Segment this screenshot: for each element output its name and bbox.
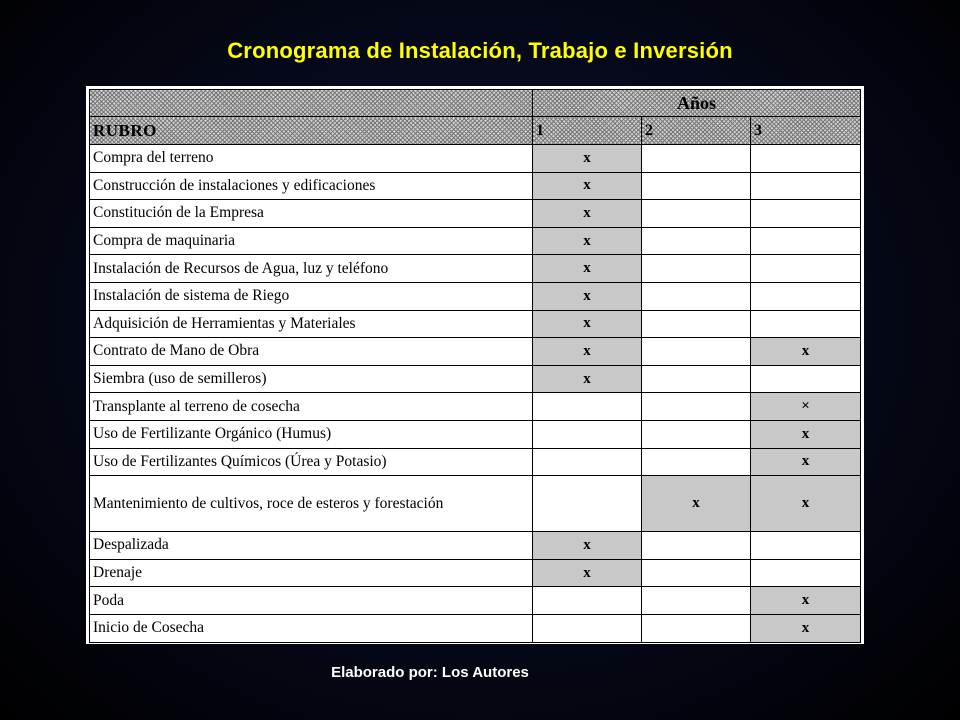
schedule-table (89, 89, 861, 643)
year-3-cell (751, 282, 861, 310)
year-3-cell: x (751, 476, 861, 532)
rubro-cell: Uso de Fertilizantes Químicos (Úrea y Potasio) (90, 448, 533, 476)
table-row (90, 255, 861, 283)
year-3-cell: x (751, 338, 861, 366)
year-2-cell (642, 393, 751, 421)
year-1-cell: x (533, 365, 642, 393)
rubro-cell: Instalación de Recursos de Agua, luz y teléfono (90, 255, 533, 283)
table-row (90, 587, 861, 615)
year-3-cell: x (751, 614, 861, 642)
year-3-cell (751, 532, 861, 560)
year-2-cell (642, 420, 751, 448)
schedule-table-body (90, 90, 861, 643)
rubro-cell: Constitución de la Empresa (90, 200, 533, 228)
rubro-cell: Drenaje (90, 559, 533, 587)
header-row (90, 117, 861, 145)
table-row (90, 393, 861, 421)
table-row (90, 145, 861, 173)
year-1-cell: x (533, 338, 642, 366)
year-1-cell: x (533, 282, 642, 310)
table-row (90, 310, 861, 338)
year-1-cell: x (533, 200, 642, 228)
year-3-cell: × (751, 393, 861, 421)
year-3-cell: x (751, 420, 861, 448)
rubro-cell: Construcción de instalaciones y edificaciones (90, 172, 533, 200)
table-row (90, 532, 861, 560)
table-row (90, 420, 861, 448)
rubro-cell: Compra del terreno (90, 145, 533, 173)
table-row (90, 614, 861, 642)
rubro-cell: Instalación de sistema de Riego (90, 282, 533, 310)
year-2-cell (642, 145, 751, 173)
rubro-cell: Mantenimiento de cultivos, roce de esteros y forestación (90, 476, 533, 532)
rubro-cell: Contrato de Mano de Obra (90, 338, 533, 366)
table-row (90, 559, 861, 587)
rubro-cell: Transplante al terreno de cosecha (90, 393, 533, 421)
table-row (90, 338, 861, 366)
year-3-cell (751, 365, 861, 393)
year-2-cell (642, 365, 751, 393)
year-2-cell: x (642, 476, 751, 532)
year-2-cell (642, 172, 751, 200)
year-1-cell (533, 476, 642, 532)
rubro-cell: Siembra (uso de semilleros) (90, 365, 533, 393)
year-2-cell (642, 532, 751, 560)
year-1-cell: x (533, 227, 642, 255)
rubro-cell: Uso de Fertilizante Orgánico (Humus) (90, 420, 533, 448)
year-3-cell (751, 559, 861, 587)
schedule-sheet (86, 86, 864, 644)
year-3-cell (751, 227, 861, 255)
table-row (90, 282, 861, 310)
year-2-cell (642, 338, 751, 366)
rubro-cell: Adquisición de Herramientas y Materiales (90, 310, 533, 338)
page-title: Cronograma de Instalación, Trabajo e Inversión (227, 38, 733, 63)
year-1-cell: x (533, 255, 642, 283)
year-1-cell: x (533, 172, 642, 200)
rubro-cell: Despalizada (90, 532, 533, 560)
year-1-cell (533, 587, 642, 615)
header-year-2: 2 (642, 117, 751, 145)
year-3-cell (751, 145, 861, 173)
header-years-group: Años (533, 90, 861, 117)
year-3-cell (751, 255, 861, 283)
year-2-cell (642, 310, 751, 338)
year-2-cell (642, 227, 751, 255)
table-row (90, 448, 861, 476)
rubro-cell: Compra de maquinaria (90, 227, 533, 255)
year-2-cell (642, 200, 751, 228)
year-1-cell (533, 614, 642, 642)
year-2-cell (642, 282, 751, 310)
footer-credit (0, 664, 860, 681)
year-1-cell: x (533, 310, 642, 338)
footer-text: Elaborado por: Los Autores (331, 664, 529, 681)
year-2-cell (642, 614, 751, 642)
year-1-cell (533, 393, 642, 421)
year-1-cell: x (533, 532, 642, 560)
year-2-cell (642, 587, 751, 615)
table-row (90, 365, 861, 393)
year-1-cell: x (533, 559, 642, 587)
table-row (90, 227, 861, 255)
header-row-group (90, 90, 861, 117)
year-1-cell (533, 448, 642, 476)
header-blank-cell (90, 90, 533, 117)
rubro-cell: Inicio de Cosecha (90, 614, 533, 642)
header-year-3: 3 (751, 117, 861, 145)
year-1-cell: x (533, 145, 642, 173)
year-2-cell (642, 559, 751, 587)
table-row (90, 476, 861, 532)
table-row (90, 172, 861, 200)
year-1-cell (533, 420, 642, 448)
header-year-1: 1 (533, 117, 642, 145)
header-rubro: RUBRO (90, 117, 533, 145)
year-3-cell (751, 200, 861, 228)
year-3-cell (751, 310, 861, 338)
year-3-cell (751, 172, 861, 200)
table-row (90, 200, 861, 228)
year-2-cell (642, 255, 751, 283)
year-3-cell: x (751, 587, 861, 615)
rubro-cell: Poda (90, 587, 533, 615)
year-2-cell (642, 448, 751, 476)
year-3-cell: x (751, 448, 861, 476)
